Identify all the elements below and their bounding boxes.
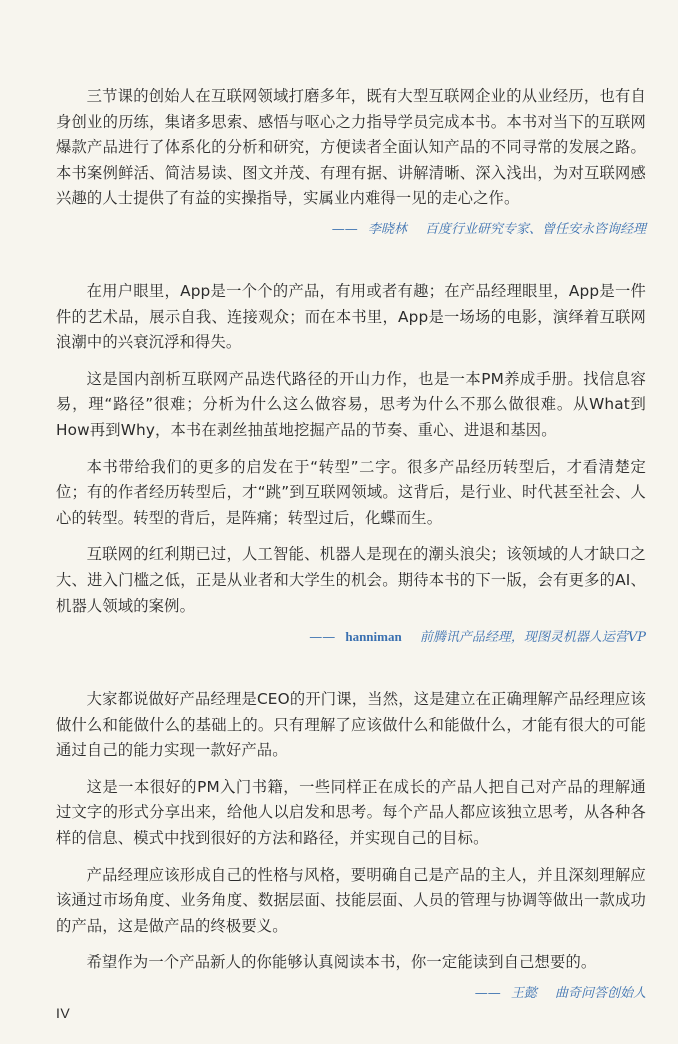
- signature-title: 前腾讯产品经理，现图灵机器人运营VP: [419, 630, 646, 646]
- endorsement-paragraph: 这是国内剖析互联网产品迭代路径的开山力作，也是一本PM养成手册。找信息容易，理“路径”很难；分析为什么这么做容易，思考为什么不那么做很难。从What到How再到Why，本书在剥丝抽茧地挖掘产品的节奏、重心、进退和基因。: [56, 369, 646, 439]
- signature-dash: ——: [331, 221, 358, 237]
- endorsement-paragraph: 这是一本很好的PM入门书籍，一些同样正在成长的产品人把自己对产品的理解通过文字的形式分享出来，给他人以启发和思考。每个产品人都应该独立思考，从各种各样的信息、模式中找到很好的方法和路径，并实现自己的目标。: [56, 777, 646, 848]
- endorsement-section-1: [56, 84, 646, 241]
- endorsement-paragraph: 在用户眼里，App是一个个的产品，有用或者有趣；在产品经理眼里，App是一件件的艺术品，展示自我、连接观众；而在本书里，App是一场场的电影，演绎着互联网浪潮中的兴衰沉浮和得失。: [56, 281, 646, 352]
- endorsement-signature: [56, 626, 646, 649]
- section-spacer: [56, 241, 646, 279]
- endorsement-paragraph: 希望作为一个产品新人的你能够认真阅读本书，你一定能读到自己想要的。: [86, 953, 597, 972]
- signature-dash: ——: [474, 986, 501, 1002]
- endorsement-paragraph: 三节课的创始人在互联网领域打磨多年，既有大型互联网企业的从业经历，也有自身创业的历练，集诸多思索、感悟与呕心之力指导学员完成本书。本书对当下的互联网爆款产品进行了体系化的分析和研究，方便读者全面认知产品的不同寻常的发展之路。本书案例鲜活、简洁易读、图文并茂、有理有据、讲解清晰、深入浅出，为对互联网感兴趣的人士提供了有益的实操指导，实属业内难得一见的走心之作。: [56, 87, 646, 208]
- endorsement-signature: [56, 219, 646, 241]
- endorsement-signature: [56, 983, 646, 1005]
- section-spacer: [56, 649, 646, 687]
- endorsement-paragraph: 互联网的红利期已过，人工智能、机器人是现在的潮头浪尖；该领域的人才缺口之大、进入门槛之低，正是从业者和大学生的机会。期待本书的下一版，会有更多的AI、机器人领域的案例。: [56, 545, 646, 615]
- signature-name: 李晓林: [367, 221, 407, 237]
- endorsements-page: [56, 84, 646, 1005]
- endorsement-section-3: [56, 687, 646, 1005]
- signature-title: 百度行业研究专家、曾任安永咨询经理: [424, 221, 646, 237]
- signature-title: 曲奇问答创始人: [554, 986, 646, 1002]
- page-number: IV: [56, 1005, 71, 1021]
- endorsement-paragraph: 产品经理应该形成自己的性格与风格，要明确自己是产品的主人，并且深刻理解应该通过市场角度、业务角度、数据层面、技能层面、人员的管理与协调等做出一款成功的产品，这是做产品的终极要义。: [56, 865, 646, 935]
- signature-name: hanniman: [345, 629, 402, 645]
- signature-name: 王懿: [510, 986, 537, 1002]
- endorsement-section-2: [56, 279, 646, 649]
- endorsement-paragraph: 本书带给我们的更多的启发在于“转型”二字。很多产品经历转型后，才看清楚定位；有的作者经历转型后，才“跳”到互联网领域。这背后，是行业、时代甚至社会、人心的转型。转型的背后，是阵痛；转型过后，化蝶而生。: [56, 457, 646, 527]
- signature-dash: ——: [309, 630, 336, 646]
- endorsement-paragraph: 大家都说做好产品经理是CEO的开门课，当然，这是建立在正确理解产品经理应该做什么和能做什么的基础上的。只有理解了应该做什么和能做什么，才能有很大的可能通过自己的能力实现一款好产品。: [56, 690, 646, 760]
